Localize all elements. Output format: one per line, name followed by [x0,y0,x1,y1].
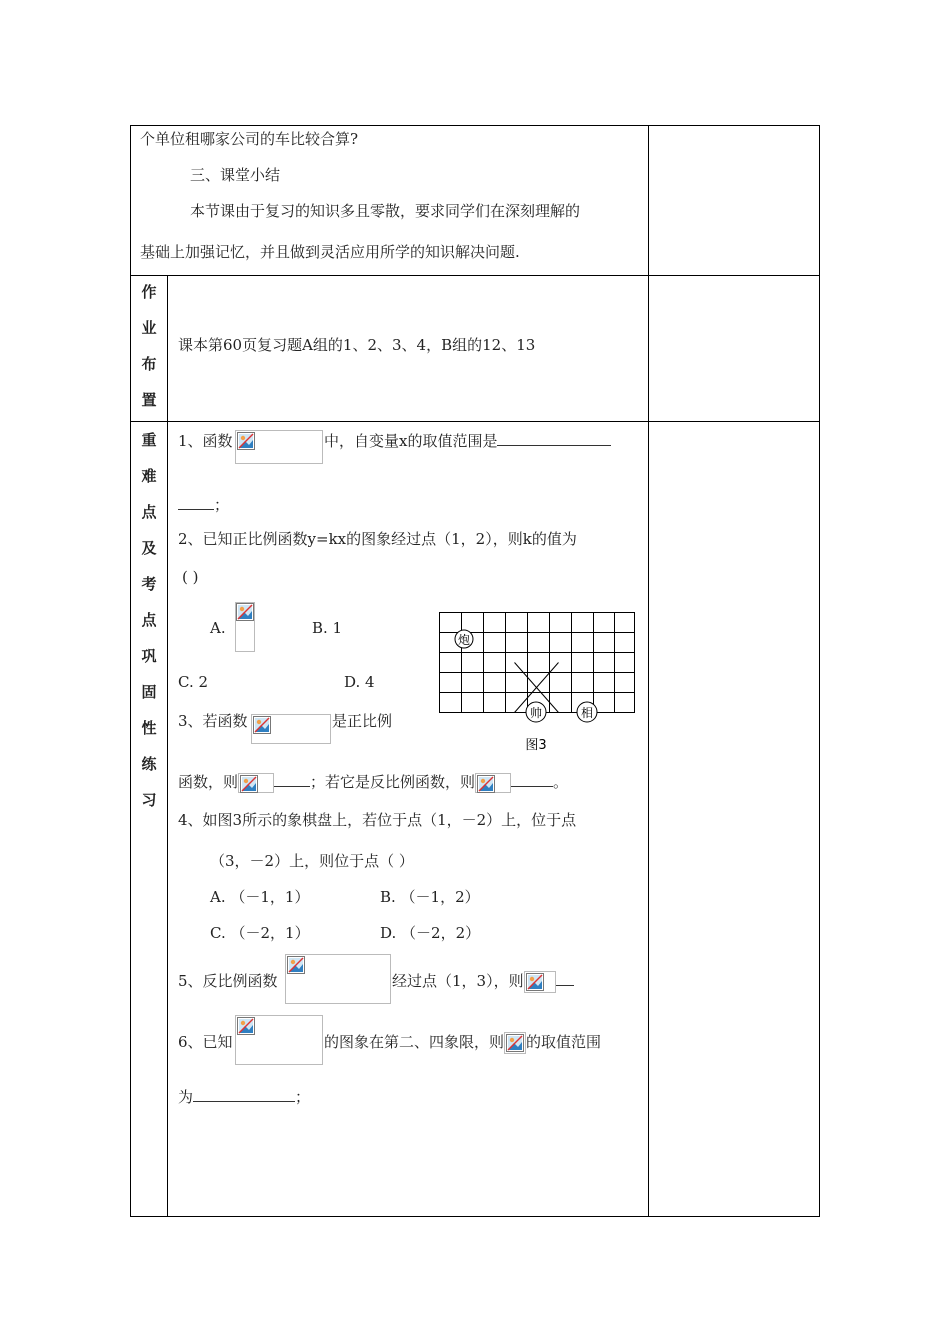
q1-question: 中，自变量x的取值范围是 [324,432,498,450]
summary-heading: 三、课堂小结 [190,166,281,184]
table-top-border [130,125,820,126]
q4-option-c: C. （－2，1） [210,924,310,942]
label-char: 业 [141,319,157,337]
shuai-label: 帅 [529,706,543,720]
broken-image-icon [237,1017,255,1035]
q1-prefix: 1、函数 [178,432,233,450]
label-column-divider [167,275,168,1217]
q3-blank-1 [274,772,310,787]
q5-blank [556,971,574,986]
broken-image-icon [253,716,271,734]
q1-answer-blank [497,431,611,446]
label-char: 及 [141,539,157,557]
table-bottom-border [130,1216,820,1217]
q3-inverse: ；若它是反比例函数，则 [310,773,476,791]
q2-option-b: B. 1 [312,619,343,637]
q2-option-c: C. 2 [178,673,209,691]
row-divider-2 [130,421,820,422]
q3-var-image-2 [475,773,511,793]
label-char: 练 [141,755,157,773]
practice-label [131,422,167,818]
homework-label [131,274,167,418]
pao-piece [455,630,473,648]
q2-option-a-image [235,602,255,652]
notes-column-divider [648,125,649,1217]
q6-text [324,1031,601,1054]
q2-option-a: A. [210,619,226,637]
q4-option-a: A. （－1，1） [210,888,310,906]
broken-image-icon [240,775,258,793]
q4-stem-cont: （3，－2）上，则位于点（ ） [210,852,414,870]
shuai-piece [526,702,546,722]
broken-image-icon [236,603,254,621]
q4-option-b: B. （－1，2） [380,888,480,906]
chess-board-figure [436,608,638,754]
label-char: 考 [141,575,157,593]
q6-line-2 [178,1086,310,1107]
label-char: 性 [141,719,157,737]
q1-answer-blank-cont [178,495,214,510]
figure-caption: 图3 [525,738,547,753]
q3-formula-image [251,714,331,744]
label-char: 重 [141,431,157,449]
label-char: 习 [141,791,157,809]
q1-formula-image [235,430,323,464]
label-char: 布 [141,355,157,373]
xiang-piece [577,702,597,722]
broken-image-icon [287,956,305,974]
label-char: 点 [141,611,157,629]
q3-prefix: 3、若函数 [178,712,248,730]
q2-stem: 2、已知正比例函数y=kx的图象经过点（1，2），则k的值为 [178,530,577,548]
pao-label: 炮 [457,633,471,647]
q1-continuation [178,494,229,515]
summary-line-1: 个单位租哪家公司的车比较合算? [140,130,359,148]
summary-paragraph-2: 基础上加强记忆，并且做到灵活应用所学的知识解决问题. [140,243,520,261]
q5-text [392,970,574,993]
q6-condition: 的图象在第二、四象限，则 [324,1033,505,1051]
label-char: 作 [141,283,157,301]
q6-var-image [504,1032,526,1054]
q6-formula-image [235,1015,323,1065]
broken-image-icon [506,1034,524,1052]
q6-as: 为 [178,1088,194,1106]
q4-stem: 4、如图3所示的象棋盘上，若位于点（1，－2）上，位于点 [178,811,577,829]
q3-var-image-1 [238,773,274,793]
q3-then: 函数，则 [178,773,239,791]
q5-prefix: 5、反比例函数 [178,972,278,990]
q6-blank [193,1087,295,1102]
xiang-label: 相 [580,706,594,720]
q5-condition: 经过点（1，3），则 [392,972,524,990]
q6-range: 的取值范围 [526,1033,602,1051]
q1-text [324,430,611,451]
broken-image-icon [526,973,544,991]
label-char: 固 [141,683,157,701]
q2-paren: ( ) [182,568,199,586]
broken-image-icon [477,775,495,793]
q5-formula-image [285,954,391,1004]
label-char: 难 [141,467,157,485]
broken-image-icon [237,432,255,450]
q1-end: ； [214,496,230,514]
homework-content: 课本第60页复习题A组的1、2、3、4，B组的12、13 [178,336,536,354]
q3-line-2 [178,771,568,793]
q2-option-d: D. 4 [344,673,375,691]
q3-text: 是正比例 [332,712,393,730]
q4-option-d: D. （－2，2） [380,924,481,942]
label-char: 置 [141,391,157,409]
label-char: 巩 [141,647,157,665]
label-char: 点 [141,503,157,521]
table-right-border [819,125,820,1217]
q3-period: 。 [553,773,569,791]
row-divider-1 [130,275,820,276]
q3-blank-2 [511,772,553,787]
q5-var-image [524,971,556,993]
summary-paragraph-1: 本节课由于复习的知识多且零散，要求同学们在深刻理解的 [190,202,581,220]
q6-end: ； [295,1088,311,1106]
q6-prefix: 6、已知 [178,1033,233,1051]
